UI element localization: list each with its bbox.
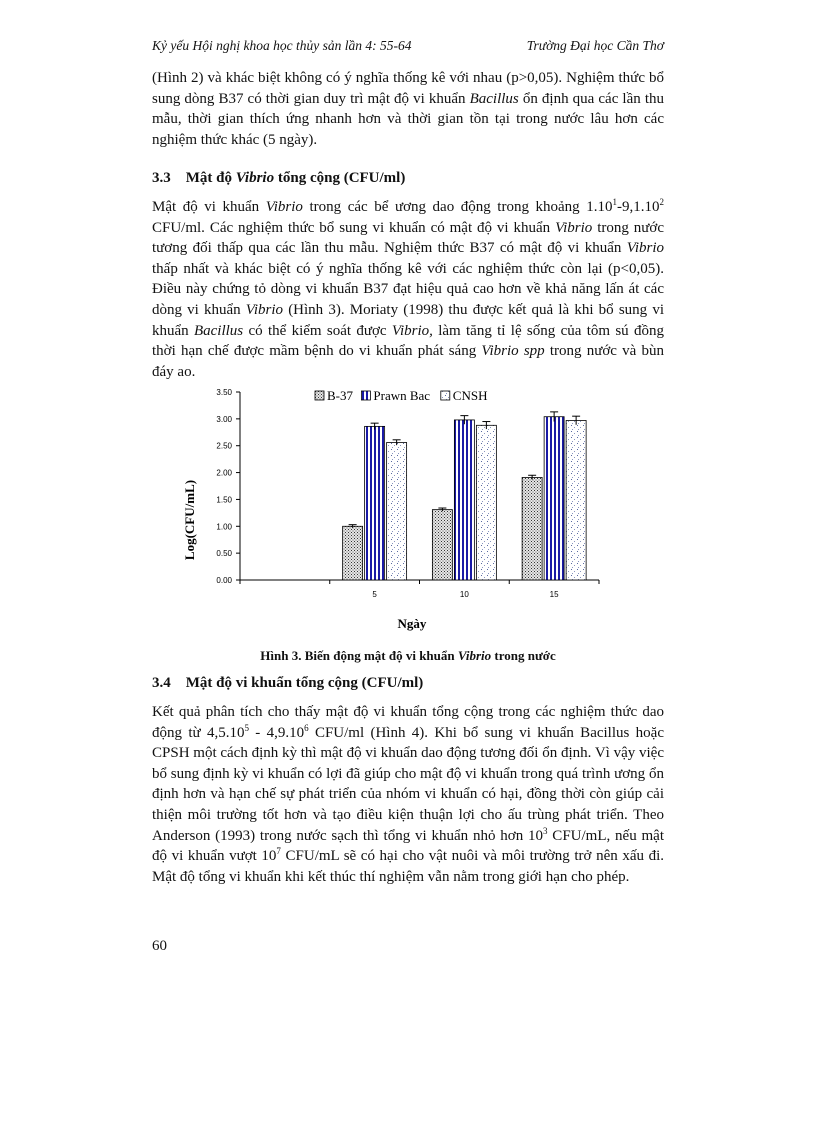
y-tick-label: 3.00 <box>216 414 232 424</box>
bar-cnsh-day-10 <box>476 425 496 580</box>
chart-bars <box>343 412 587 580</box>
bar-prawn-bac-day-15 <box>544 417 564 580</box>
legend-label-prawn-bac: Prawn Bac <box>373 388 431 403</box>
paragraph-3: Kết quả phân tích cho thấy mật độ vi khuẩn tổng cộng trong các nghiệm thức dao động từ 4,5.10$^5$ - 4,9.10$^6$ CFU/ml (Hình 4). Khi bổ sung vi khuẩn Bacillus hoặc CPSH một cách định kỳ thì mật độ vi khuẩn dao động tương đối ổn định. Vì vậy việc bổ sung định kỳ vi khuẩn có lợi đã giúp cho mật độ vi khuẩn trong quá trình ương ổn định hơn và hạn chế sự phát triển của nhóm vi khuẩn có hại, đồng thời còn giúp cải thiện môi trường tốt hơn và tạo điều kiện thuận lợi cho ấu trùng phát triển. Theo Anderson (1993) trong nước sạch thì tổng vi khuẩn nhỏ hơn $10^3$ CFU/mL, nếu mật độ vi khuẩn vượt $10^7$ CFU/mL sẽ có hại cho vật nuôi và môi trường trở nên xấu đi. Mật độ tổng vi khuẩn khi kết thúc thí nghiệm vẫn nằm trong giới hạn cho phép. <box>152 704 665 885</box>
y-tick-label: 2.50 <box>216 441 232 451</box>
paragraph-2: Mật độ vi khuẩn Vibrio trong các bể ương dao động trong khoảng 1.10$^1$-9,1.10$^2$ CFU/ml. Các nghiệm thức bổ sung vi khuẩn có mật độ vi khuẩn Vibrio trong nước tương đối thấp qua các lần thu mẫu. Nghiệm thức B37 có mật độ vi khuẩn Vibrio thấp nhất và khác biệt có ý nghĩa thống kê với các nghiệm thức còn lại (p<0,05). Điều này chứng tỏ dòng vi khuẩn B37 đạt hiệu quả cao hơn về khả năng lấn át các dòng vi khuẩn Vibrio (Hình 3). Moriaty (1998) thu được kết quả là khi bổ sung vi khuẩn Bacillus có thể kiểm soát được Vibrio, làm tăng tỉ lệ sống của tôm sú đồng thời hạn chế được mầm bệnh do vi khuẩn phát sáng Vibrio spp trong nước và bùn đáy ao. <box>152 197 664 380</box>
y-tick-label: 1.00 <box>216 522 232 532</box>
bar-cnsh-day-15 <box>566 420 586 580</box>
header-university: Trường Đại học Cần Thơ <box>526 38 664 53</box>
section-heading-3-4: 3.4 Mật độ vi khuẩn tổng cộng (CFU/ml) <box>152 675 424 691</box>
vibrio-bar-chart <box>150 382 620 642</box>
page-number: 60 <box>152 938 167 954</box>
legend-label-cnsh: CNSH <box>452 388 488 403</box>
bar-cnsh-day-5 <box>387 442 407 580</box>
bar-b-37-day-10 <box>432 510 452 580</box>
legend-swatch-b-37 <box>315 391 324 400</box>
y-axis-label: Log(CFU/mL) <box>182 479 197 561</box>
x-tick-label: 10 <box>459 590 469 599</box>
bar-b-37-day-5 <box>343 526 363 580</box>
y-tick-label: 0.50 <box>216 549 232 559</box>
section-heading-3-3: 3.3 Mật độ Vibrio tổng cộng (CFU/ml) <box>152 170 406 186</box>
x-axis-label: Ngày <box>397 616 427 631</box>
y-tick-label: 1.50 <box>216 495 232 505</box>
y-tick-label: 0.00 <box>216 576 232 585</box>
header-journal: Kỷ yếu Hội nghị khoa học thủy sản lần 4: 55-64 <box>152 38 412 53</box>
legend-swatch-cnsh <box>441 391 450 400</box>
x-tick-label: 15 <box>549 590 559 599</box>
y-tick-label: 3.50 <box>216 388 232 397</box>
bar-prawn-bac-day-10 <box>454 420 474 580</box>
y-tick-label: 2.00 <box>216 468 232 478</box>
bar-b-37-day-15 <box>522 477 542 580</box>
legend-swatch-prawn-bac <box>361 391 370 400</box>
x-tick-label: 5 <box>372 590 377 599</box>
legend-label-b-37: B-37 <box>327 388 353 403</box>
chart-legend <box>315 388 487 403</box>
bar-prawn-bac-day-5 <box>365 426 385 580</box>
figure-caption: Hình 3. Biến động mật độ vi khuẩn Vibrio trong nước <box>260 648 556 663</box>
paragraph-1: (Hình 2) và khác biệt không có ý nghĩa thống kê với nhau (p>0,05). Nghiệm thức bổ sung dòng B37 có thời gian duy trì mật độ vi khuẩn Bacillus ổn định qua các lần thu mẫu, thời gian thích ứng nhanh hơn và thời gian tồn tại trong nước lâu hơn các nghiệm thức khác (5 ngày). <box>152 70 664 148</box>
